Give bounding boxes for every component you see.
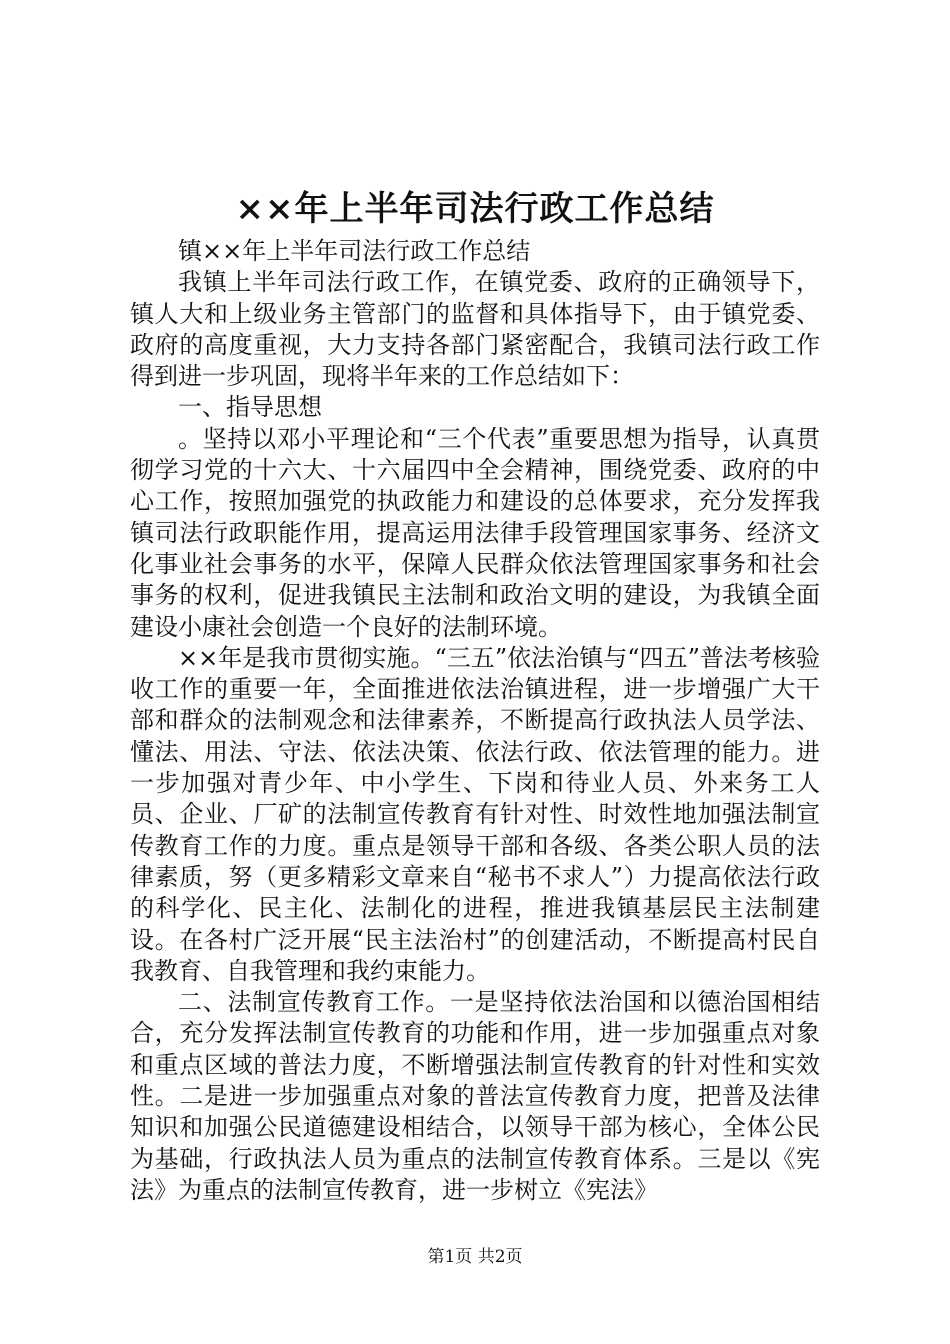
- section-heading-guiding-ideology: 一、指导思想: [178, 393, 322, 422]
- paragraph-legal-education: 二、法制宣传教育工作。一是坚持依法治国和以德治国相结合，充分发挥法制宣传教育的功能和作用，进一步加强重点对象和重点区域的普法力度，不断增强法制宣传教育的针对性和实效性。二是进一步加强重点对象的普法宣传教育力度，把普及法律知识和加强公民道德建设相结合，以领导干部为核心，全体公民为基础，行政执法人员为重点的法制宣传教育体系。三是以《宪法》为重点的法制宣传教育，进一步树立《宪法》: [130, 988, 820, 1204]
- document-title: ××年上半年司法行政工作总结: [235, 189, 715, 229]
- paragraph-guiding-ideology: 。坚持以邓小平理论和“三个代表”重要思想为指导，认真贯彻学习党的十六大、十六届四中全会精神，围绕党委、政府的中心工作，按照加强党的执政能力和建设的总体要求，充分发挥我镇司法行政职能作用，提高运用法律手段管理国家事务、经济文化事业社会事务的水平，保障人民群众依法管理国家事务和社会事务的权利，促进我镇民主法制和政治文明的建设，为我镇全面建设小康社会创造一个良好的法制环境。: [130, 424, 820, 641]
- paragraph-year-goals: ××年是我市贯彻实施。“三五”依法治镇与“四五”普法考核验收工作的重要一年，全面推进依法治镇进程，进一步增强广大干部和群众的法制观念和法律素养，不断提高行政执法人员学法、懂法、用法、守法、依法决策、依法行政、依法管理的能力。进一步加强对青少年、中小学生、下岗和待业人员、外来务工人员、企业、厂矿的法制宣传教育有针对性、时效性地加强法制宣传教育工作的力度。重点是领导干部和各级、各类公职人员的法律素质，努（更多精彩文章来自“秘书不求人”）力提高依法行政的科学化、民主化、法制化的进程，推进我镇基层民主法制建设。在各村广泛开展“民主法治村”的创建活动，不断提高村民自我教育、自我管理和我约束能力。: [130, 643, 820, 985]
- paragraph-intro: 我镇上半年司法行政工作，在镇党委、政府的正确领导下，镇人大和上级业务主管部门的监督和具体指导下，由于镇党委、政府的高度重视，大力支持各部门紧密配合，我镇司法行政工作得到进一步巩固，现将半年来的工作总结如下：: [130, 268, 820, 391]
- document-body: [130, 236, 820, 1206]
- page-number-footer: 第1页 共2页: [427, 1247, 523, 1267]
- document-subtitle: 镇××年上半年司法行政工作总结: [178, 237, 531, 265]
